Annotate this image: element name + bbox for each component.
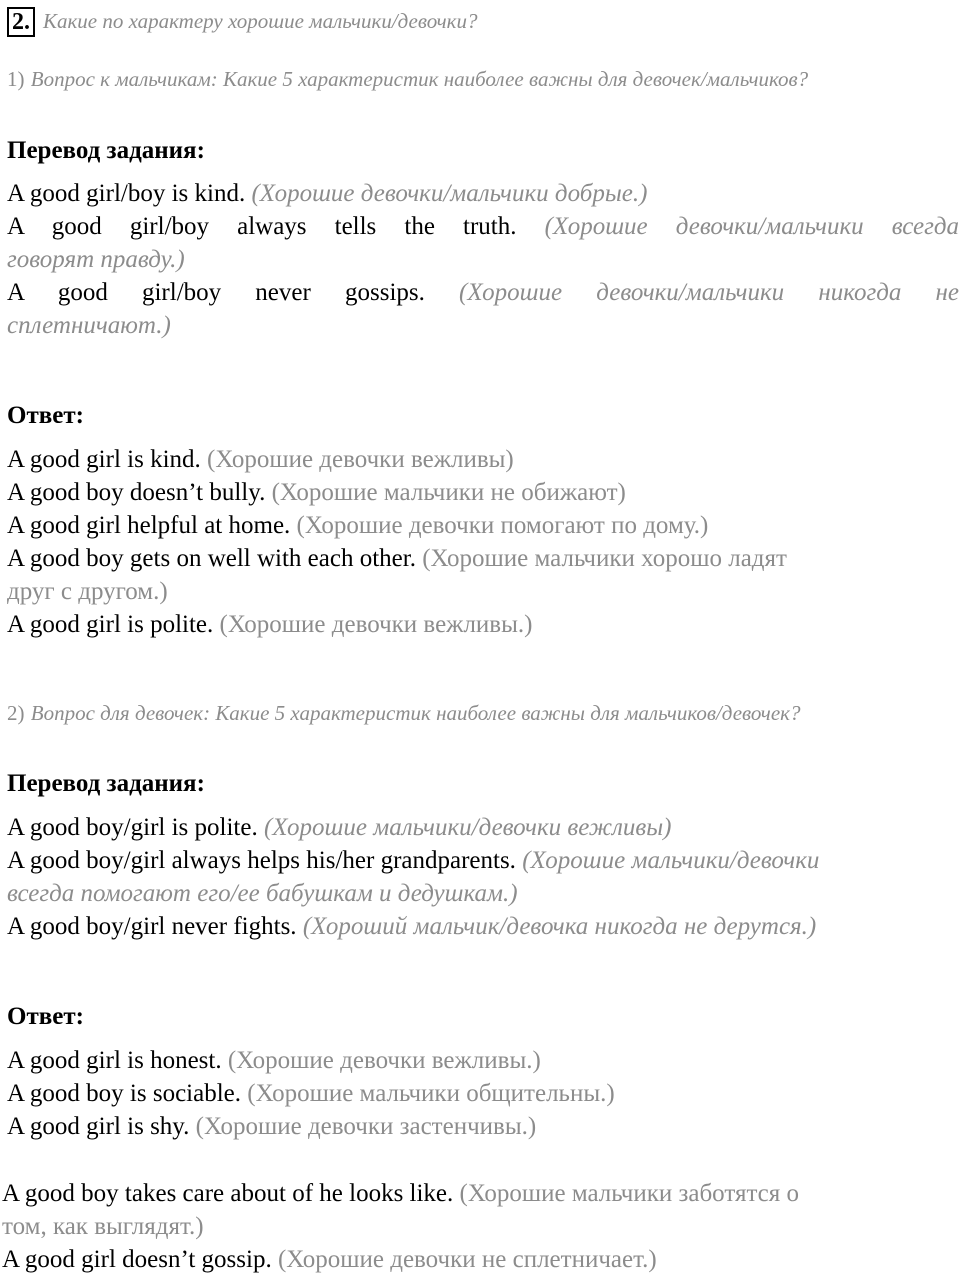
part2-answer-3 bbox=[7, 1110, 536, 1143]
part2-answer-2 bbox=[7, 1077, 615, 1110]
en-text: A good girl is shy. bbox=[7, 1113, 190, 1140]
ru-text: (Хорошие девочки помогают по дому.) bbox=[296, 512, 709, 539]
en-text: A good girl is honest. bbox=[7, 1047, 222, 1074]
ru-text: (Хорошие bbox=[459, 279, 563, 306]
part2-extra-answer-1 bbox=[2, 1177, 799, 1210]
ru-text: (Хорошие мальчики/девочки bbox=[522, 847, 820, 874]
ru-text: (Хорошие мальчики общительны.) bbox=[247, 1080, 615, 1107]
part1-answer-4 bbox=[7, 542, 787, 575]
en-text: A good boy gets on well with each other. bbox=[7, 545, 416, 572]
part1-answer-2 bbox=[7, 476, 626, 509]
part1-question bbox=[7, 62, 808, 96]
ru-text: (Хорошие bbox=[544, 213, 648, 240]
en-text: A good boy/girl always helps his/her grandparents. bbox=[7, 847, 516, 874]
part1-translation-line-2-cont: говорят правду.) bbox=[7, 246, 185, 273]
task-header bbox=[7, 4, 478, 38]
ru-text: (Хорошие мальчики/девочки вежливы) bbox=[263, 814, 672, 841]
en-text: A good boy takes care about of he looks like. bbox=[2, 1180, 454, 1207]
ru-text: (Хорошие мальчики заботятся о bbox=[459, 1180, 800, 1207]
ru-text: не bbox=[935, 279, 960, 306]
part2-translation-line-2-cont: всегда помогают его/ее бабушкам и дедушкам.) bbox=[7, 880, 518, 907]
ru-text: (Хорошие мальчики не обижают) bbox=[271, 479, 626, 506]
ru-text: (Хорошие девочки/мальчики добрые.) bbox=[251, 180, 648, 207]
en-text: A good boy/girl never fights. bbox=[7, 913, 297, 940]
part2-prefix: 2) bbox=[7, 701, 25, 725]
part2-question bbox=[7, 696, 800, 730]
part2-question-text: Вопрос для девочек: Какие 5 характеристик наиболее важны для мальчиков/девочек? bbox=[30, 701, 801, 725]
en-text: truth. bbox=[463, 213, 517, 240]
en-text: A good girl is polite. bbox=[7, 611, 214, 638]
task-number: 2. bbox=[7, 7, 35, 37]
part1-answer-3 bbox=[7, 509, 708, 542]
part2-translation-line-2 bbox=[7, 844, 819, 877]
part1-answer-5 bbox=[7, 608, 533, 641]
en-text: A good girl/boy always bbox=[7, 213, 307, 240]
part2-translation-line-1 bbox=[7, 811, 672, 844]
part2-extra-answer-2 bbox=[2, 1243, 657, 1276]
ru-text: (Хорошие мальчики хорошо ладят bbox=[422, 545, 787, 572]
ru-text: (Хорошие девочки застенчивы.) bbox=[195, 1113, 537, 1140]
part2-answer-1 bbox=[7, 1044, 541, 1077]
part1-answer-1 bbox=[7, 443, 514, 476]
en-text: the bbox=[404, 213, 435, 240]
part1-translation-line-3-cont: сплетничают.) bbox=[7, 312, 171, 339]
ru-text: никогда bbox=[818, 279, 902, 306]
part1-translation-line-1 bbox=[7, 177, 647, 210]
en-text: A good boy doesn’t bully. bbox=[7, 479, 266, 506]
ru-text: (Хорошие девочки не сплетничает.) bbox=[277, 1246, 657, 1273]
en-text: A good boy is sociable. bbox=[7, 1080, 242, 1107]
en-text: A good girl/boy never bbox=[7, 279, 311, 306]
task-question: Какие по характеру хорошие мальчики/девочки? bbox=[43, 9, 478, 33]
en-text: tells bbox=[334, 213, 377, 240]
en-text: A good girl helpful at home. bbox=[7, 512, 291, 539]
ru-text: девочки/мальчики bbox=[675, 213, 864, 240]
en-text: A good girl/boy is kind. bbox=[7, 180, 246, 207]
part2-translation-line-3 bbox=[7, 910, 816, 943]
part1-translation-heading: Перевод задания: bbox=[7, 137, 205, 164]
en-text: A good girl doesn’t gossip. bbox=[2, 1246, 272, 1273]
part1-question-text: Вопрос к мальчикам: Какие 5 характеристик наиболее важны для девочек/мальчиков? bbox=[30, 67, 809, 91]
ru-text: (Хорошие девочки вежливы.) bbox=[219, 611, 533, 638]
en-text: gossips. bbox=[344, 279, 425, 306]
ru-text: всегда bbox=[891, 213, 960, 240]
part2-answer-heading: Ответ: bbox=[7, 1003, 84, 1030]
part1-translation-line-2 bbox=[7, 210, 959, 243]
part1-translation-line-3 bbox=[7, 276, 959, 309]
en-text: A good girl is kind. bbox=[7, 446, 201, 473]
part1-answer-heading: Ответ: bbox=[7, 402, 84, 429]
part2-translation-heading: Перевод задания: bbox=[7, 770, 205, 797]
ru-text: (Хороший мальчик/девочка никогда не дерутся.) bbox=[302, 913, 817, 940]
ru-text: девочки/мальчики bbox=[596, 279, 785, 306]
ru-text: (Хорошие девочки вежливы) bbox=[207, 446, 514, 473]
part2-extra-answer-1-cont: том, как выглядят.) bbox=[2, 1213, 204, 1240]
part1-answer-4-cont: друг с другом.) bbox=[7, 578, 168, 605]
en-text: A good boy/girl is polite. bbox=[7, 814, 258, 841]
part1-prefix: 1) bbox=[7, 67, 25, 91]
ru-text: (Хорошие девочки вежливы.) bbox=[227, 1047, 541, 1074]
